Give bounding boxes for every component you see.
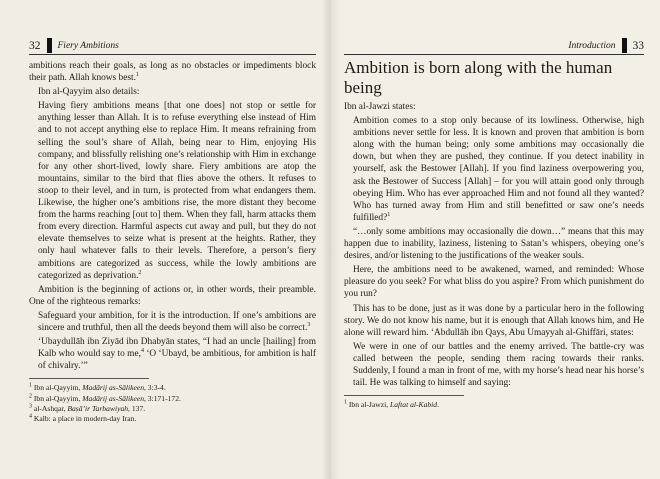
page-number: 33 [632, 39, 644, 52]
header-rule [344, 54, 644, 55]
footnote-rule [344, 395, 464, 396]
left-page-header [29, 38, 119, 53]
footnote: $^3$ al-Ashqar, Baṣā’ir Tarbawiyah, 137. [29, 403, 146, 413]
footnote: $^1$ Ibn al-Qayyim, Madārij as-Sālikeen, 3:3-4. [29, 382, 166, 393]
paragraph: Ambition is the beginning of actions or, in other words, their preamble. One of the righteous remarks: [29, 284, 316, 307]
footnote: $^2$ Ibn al-Qayyim, Madārij as-Sālikeen, 3:171-172. [29, 393, 181, 403]
right-page-body [344, 56, 644, 410]
block-quote: ‘Ubaydullāh ibn Ziyād ibn Dhabyān states, “I had an uncle [hailing] from Kalb who would say to me,$^4$ ‘O ‘Ubayd, be ambitious, for ambition is half of chivalry.’” [38, 337, 316, 372]
left-page-body [29, 60, 316, 424]
section-heading: Ambition is born along with the human being [344, 58, 613, 97]
paragraph: Here, the ambitions need to be awakened, warned, and reminded: Whose pleasure do you seek? For what bliss do you aspire? From which punishment do you run? [344, 265, 644, 300]
page-number: 32 [29, 39, 41, 52]
paragraph: Ibn al-Jawzi states: [344, 102, 416, 112]
header-bar-mark [47, 38, 52, 53]
footnote: $^4$ Kalb: a place in modern-day Iran. [29, 413, 137, 423]
paragraph: Ibn al-Qayyim also details: [38, 87, 140, 98]
paragraph: “…only some ambitions may occasionally die down…” means that this may happen due to inability, laziness, listening to Satan’s whispers, obeying one’s desires, and/or listening to the justifications of the weaker souls. [344, 226, 644, 262]
block-quote: Having fiery ambitions means [that one does] not stop or settle for anything lesser than Allah. It is to refuse everything else instead of Him and to not accept anything else to replace Him. It means refraining from selling the soul’s share of Allah, being near to Him, enjoying His company, and blissfully relishing one’s relationship with Him in exchange for any other short-lived, lowly share. Fiery ambitions are atop the mountains, similar to the bird that flies above the others. It refuses to stoop to their level, and in turn, is protected from what endangers them. Likewise, the higher one’s ambitions rise, the more distant they become from the harms reaching [out to] them. When they fall, harm attacks them from every direction. Harmful aspects cut away and pull, but they do not elevate themselves to seize what is present at the heights. Rather, they only haul whatever falls to their levels. Therefore, a person’s fiery ambitions are categorized as success, while the lowly ambitions are categorized as deprivation.$^2$ [38, 101, 316, 281]
header-rule [29, 54, 316, 55]
header-bar-mark [622, 38, 627, 53]
running-head: Introduction [568, 40, 616, 51]
footnote: $^1$ Ibn al-Jawzi, Laftat al-Kabid. [344, 399, 439, 410]
footnote-rule [29, 378, 149, 379]
right-page [330, 0, 660, 479]
block-quote: Ambition comes to a stop only because of its lowliness. Otherwise, high ambitions never settle for less. It is known and proven that ambition is born along with the human being; only some ambitions may occasionally die down, but when they are pushed, they continue. If you detect inability in yourself, ask the Bestower [Allah]. If you find laziness overpowering you, ask the Bestower of Success [Allah] – for you will attain good only through obeying Him. Who has ever approached Him and not found all they wanted? Who has turned away from Him and still benefitted or saw one’s needs fulfilled?$^1$ [353, 116, 644, 223]
right-page-header [568, 38, 644, 53]
block-quote: We were in one of our battles and the enemy arrived. The battle-cry was called between the people, sending them racing towards their ranks. Suddenly, I found a man in front of me, with my horse’s head near his horse’s tail. He was talking to himself and saying: [353, 341, 644, 389]
block-quote: Safeguard your ambition, for it is the introduction. If one’s ambitions are sincere and truthful, then all the deeds beyond them will also be correct.$^3$ [38, 310, 316, 333]
paragraph: ambitions reach their goals, as long as no obstacles or impediments block their path. Allah knows best.$^1$ [29, 61, 316, 84]
running-head: Fiery Ambitions [57, 40, 119, 51]
paragraph: This has to be done, just as it was done by a particular hero in the following story. We do not know his name, but it is enough that Allah knows him, and He alone will reward him. ‘Abdullāh ibn Qays, Abu Umayyah al-Ghiffāri, states: [344, 303, 644, 338]
